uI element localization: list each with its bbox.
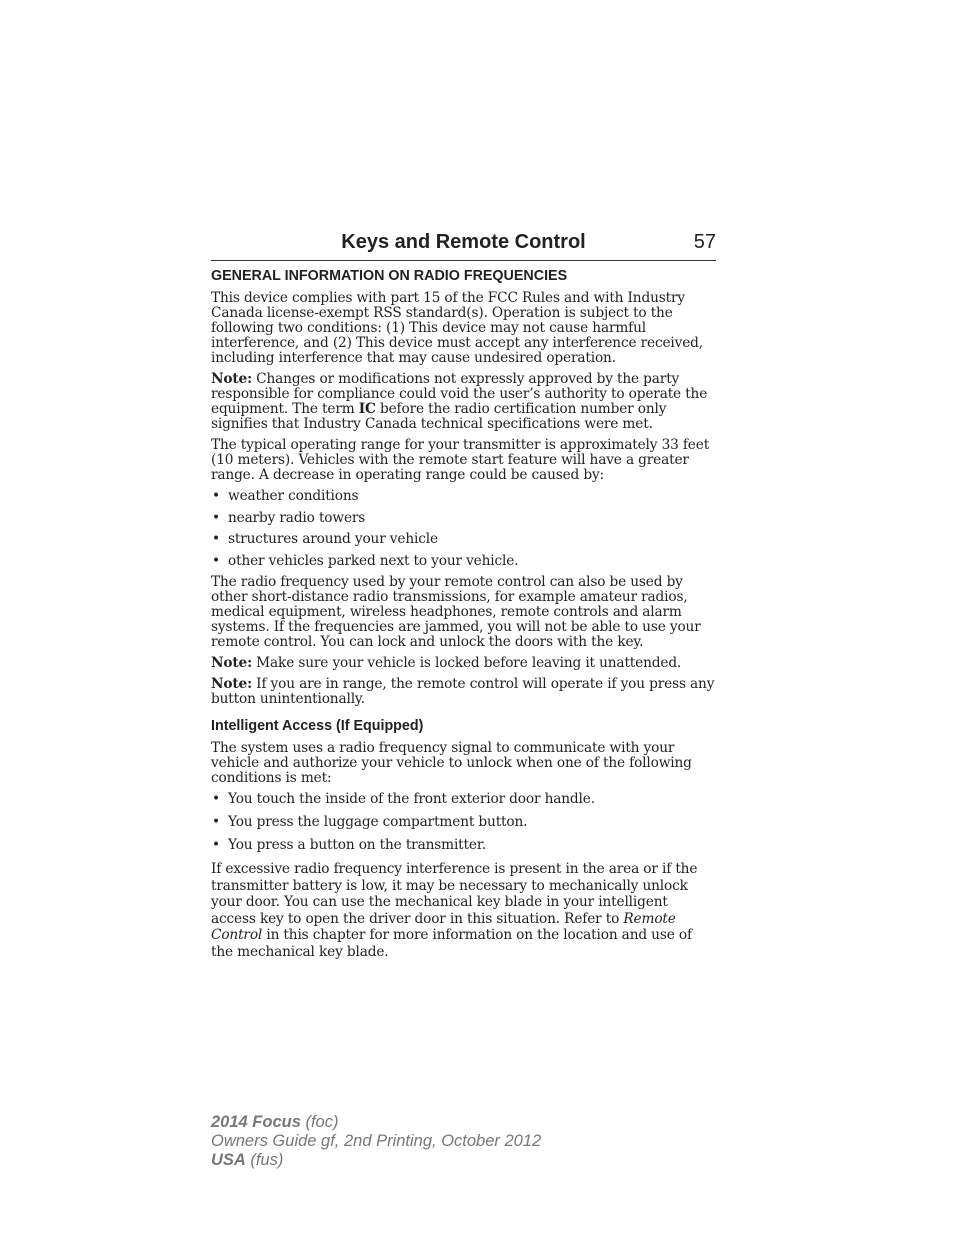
page-header <box>211 229 716 261</box>
list-item-text: You press the luggage compartment button. <box>228 814 528 830</box>
page-footer <box>211 1113 541 1170</box>
chapter-title: Keys and Remote Control <box>341 231 586 253</box>
page-number: 57 <box>693 231 716 253</box>
bullet-icon: • <box>212 488 220 504</box>
paragraph-interference: The radio frequency used by your remote control can also be used by other short-distance radio transmissions, for example amateur radios, medical equipment, wireless headphones, remote controls and alarm systems. If the frequencies are jammed, you will not be able to use your remote control. You can lock and unlock the doors with the key. <box>211 574 701 650</box>
footer-model: 2014 Focus <box>211 1113 301 1131</box>
list-item-text: weather conditions <box>228 488 359 504</box>
paragraph-text: If excessive radio frequency interference is present in the area or if the transmitter battery is low, it may be necessary to mechanically unlock your door. You can use the mechanical key blade in your intelligent access key to open the driver door in this situation. Refer to <box>211 861 698 927</box>
footer-model-code: (foc) <box>300 1113 339 1131</box>
bullet-icon: • <box>212 814 220 830</box>
list-item-text: other vehicles parked next to your vehicle. <box>228 552 519 569</box>
list-item <box>211 489 716 504</box>
list-item <box>211 554 716 569</box>
section-heading-radio: GENERAL INFORMATION ON RADIO FREQUENCIES <box>211 268 568 284</box>
note-locked <box>211 656 716 671</box>
unlock-conditions-list <box>211 792 716 853</box>
footer-region: USA <box>211 1151 246 1169</box>
footer-region-code: (fus) <box>245 1151 284 1169</box>
paragraph-range: The typical operating range for your transmitter is approximately 33 feet (10 meters). Vehicles with the remote start feature will have a greater range. A decrease in operating range could be caused by: <box>211 437 710 483</box>
list-item-text: You touch the inside of the front exterior door handle. <box>228 791 595 807</box>
note-text: Changes or modifications not expressly approved by the party responsible for compliance could void the user’s authority to operate the equipment. The term <box>211 371 708 417</box>
list-item-text: You press a button on the transmitter. <box>228 837 486 853</box>
note-text: before the radio certification number only signifies that Industry Canada technical specifications were met. <box>211 401 667 432</box>
paragraph-mechanical-unlock <box>211 861 716 960</box>
bullet-icon: • <box>212 837 220 853</box>
list-item <box>211 792 716 807</box>
cross-reference: Remote Control <box>211 910 676 943</box>
bullet-icon: • <box>212 791 220 807</box>
note-label: Note: <box>211 371 252 387</box>
note-term: IC <box>358 401 376 417</box>
list-item <box>211 532 716 547</box>
bullet-icon: • <box>212 531 220 547</box>
footer-line-printing: Owners Guide gf, 2nd Printing, October 2012 <box>211 1132 542 1150</box>
list-item-text: structures around your vehicle <box>228 531 438 547</box>
note-modifications <box>211 372 716 432</box>
note-in-range <box>211 677 716 707</box>
list-item <box>211 815 716 830</box>
bullet-icon: • <box>212 552 220 569</box>
paragraph-fcc: This device complies with part 15 of the FCC Rules and with Industry Canada license-exempt RSS standard(s). Operation is subject to the following two conditions: (1) This device may not cause harmful interference, and (2) This device must accept any interference received, including interference that may cause undesired operation. <box>211 290 703 366</box>
list-item-text: nearby radio towers <box>228 509 366 526</box>
note-label: Note: <box>211 676 252 692</box>
note-label: Note: <box>211 655 252 671</box>
note-text: If you are in range, the remote control will operate if you press any button unintentionally. <box>211 676 715 707</box>
note-text: Make sure your vehicle is locked before leaving it unattended. <box>251 655 682 671</box>
section-heading-intelligent-access: Intelligent Access (If Equipped) <box>211 718 424 734</box>
footer-line-region <box>211 1151 541 1170</box>
footer-line-model <box>211 1113 541 1132</box>
page-content <box>211 267 716 966</box>
range-factors-list <box>211 489 716 569</box>
list-item <box>211 838 716 853</box>
paragraph-intelligent-access: The system uses a radio frequency signal to communicate with your vehicle and authorize your vehicle to unlock when one of the following conditions is met: <box>211 740 692 786</box>
bullet-icon: • <box>212 509 220 526</box>
paragraph-text: in this chapter for more information on the location and use of the mechanical key blade. <box>211 927 692 960</box>
list-item <box>211 511 716 526</box>
